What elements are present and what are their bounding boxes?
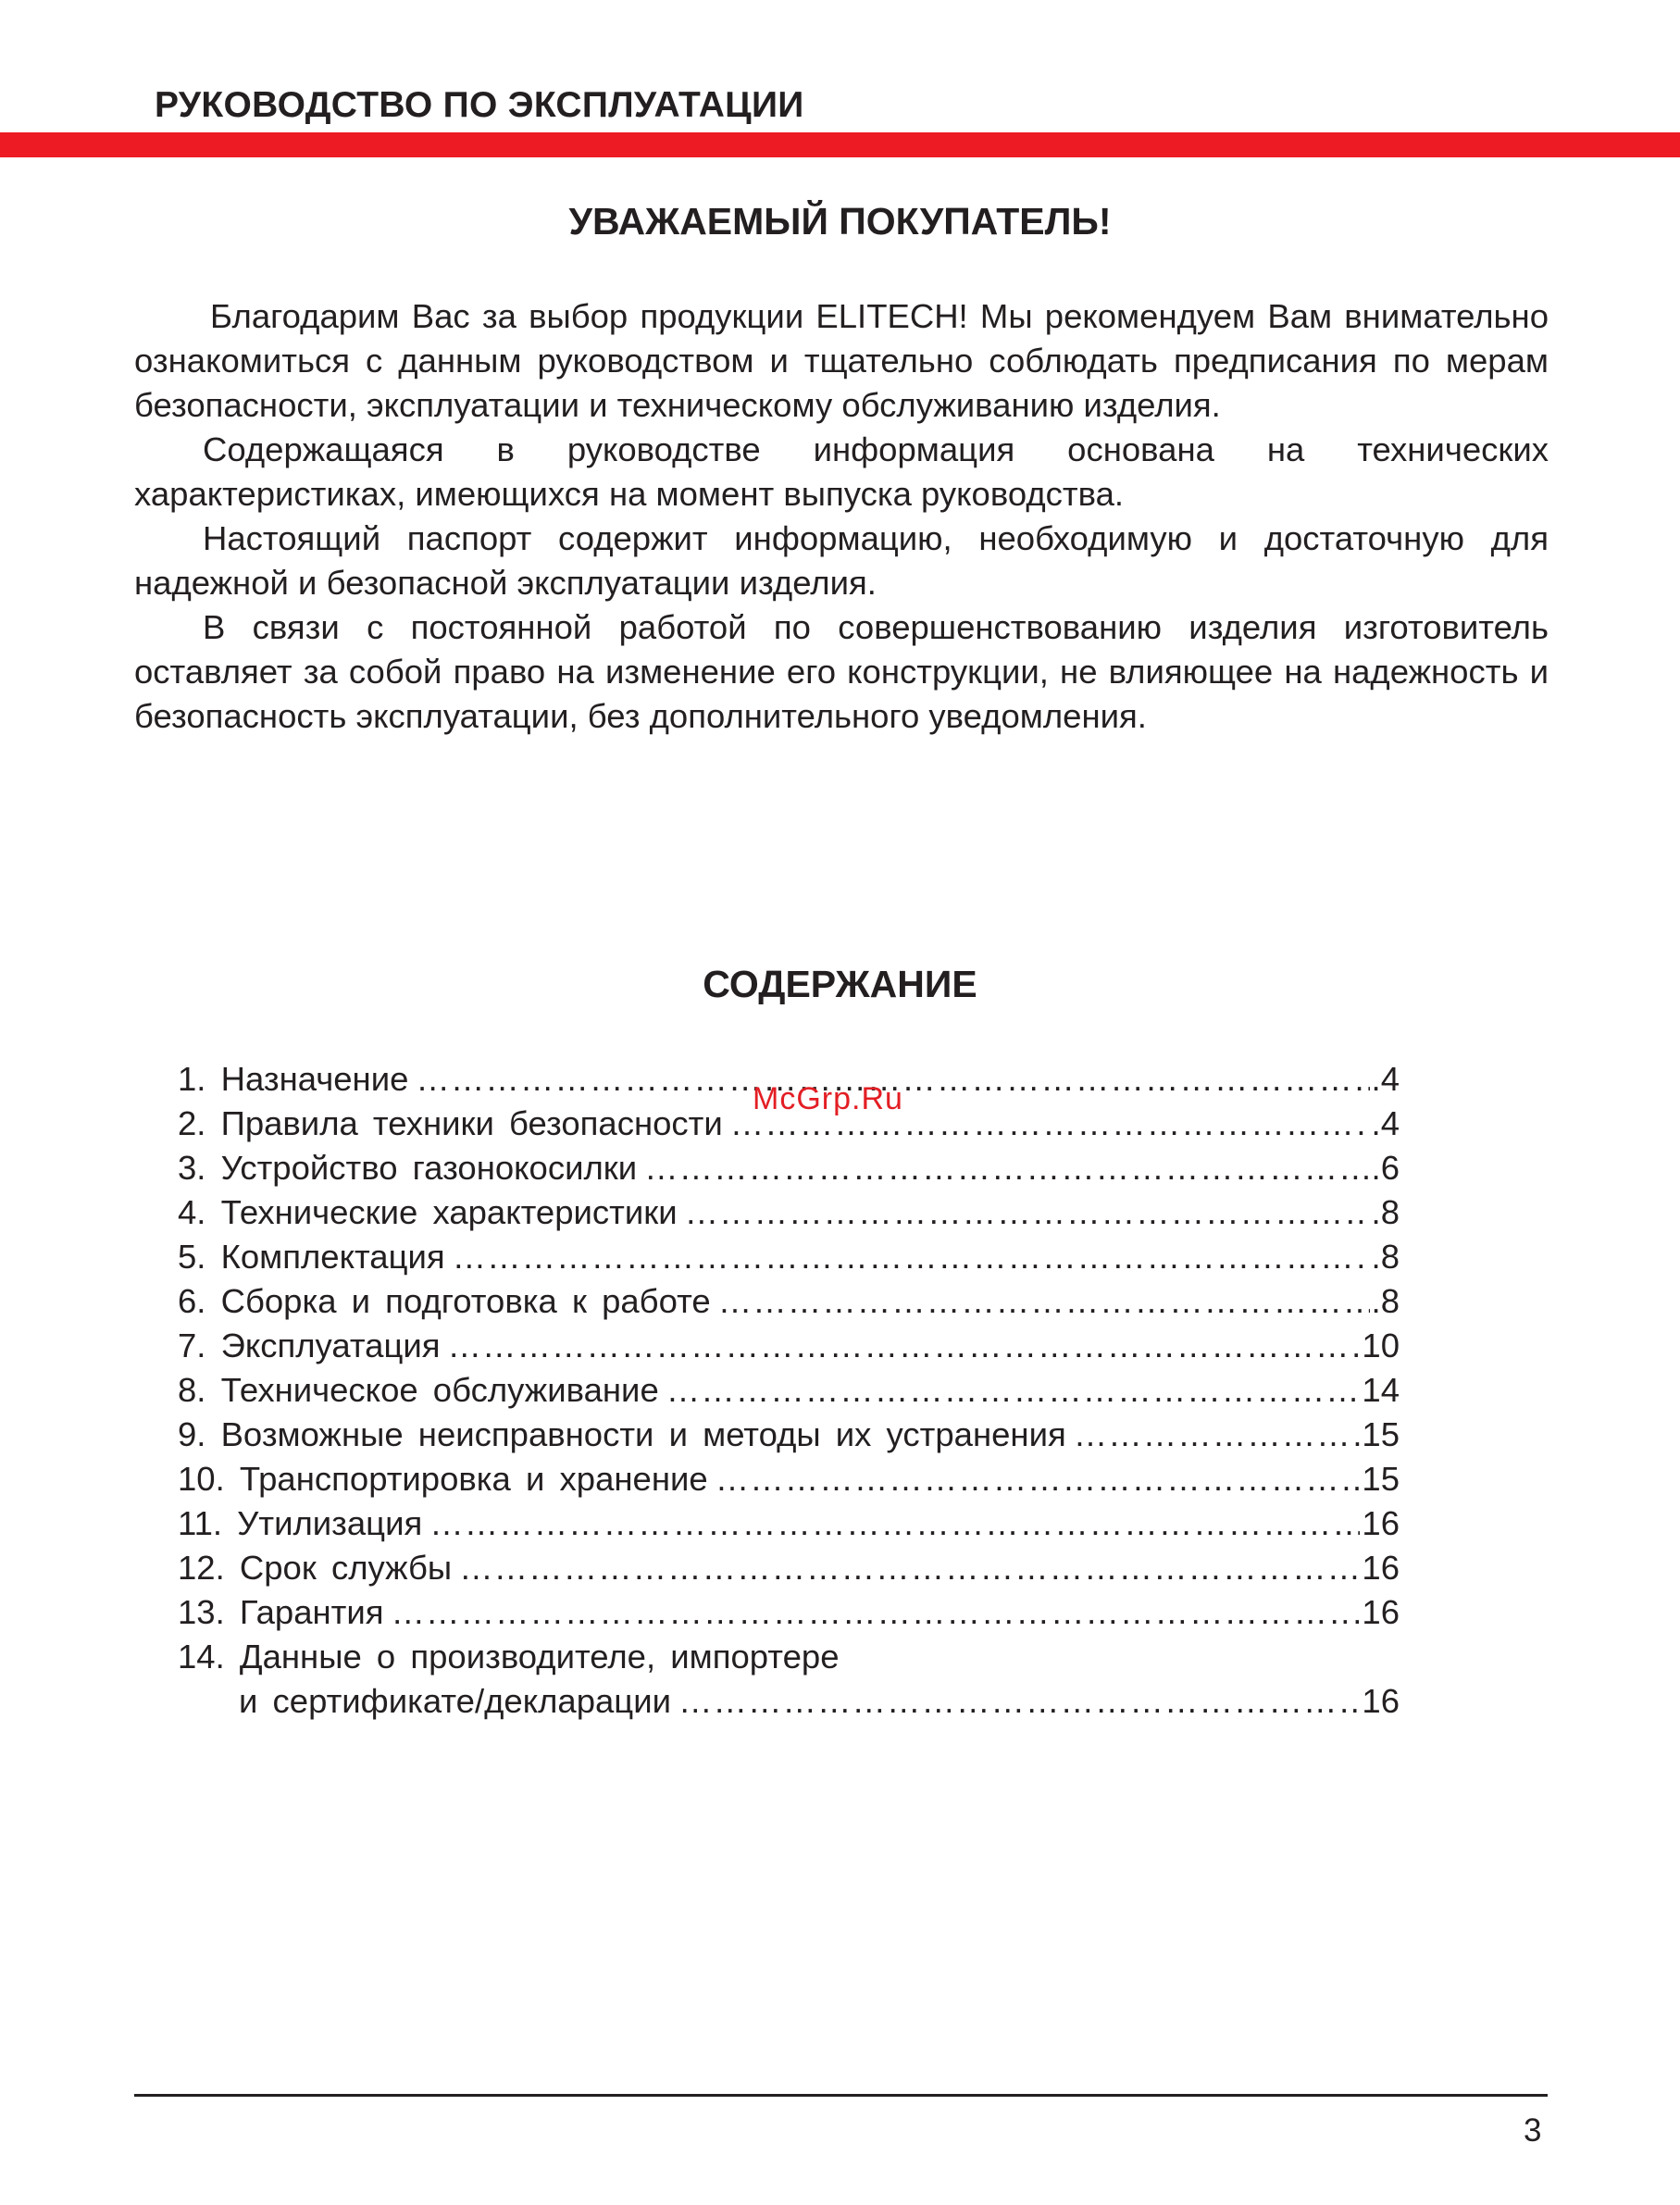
toc-entry-label: 2. Правила техники безопасности	[178, 1104, 723, 1142]
toc-entry-page: 10	[1362, 1327, 1400, 1364]
toc-entry-page: .8	[1371, 1238, 1400, 1276]
toc-entry[interactable]	[178, 1368, 1400, 1413]
toc-entry[interactable]	[178, 1457, 1400, 1501]
table-of-contents	[178, 1057, 1400, 1724]
toc-entry[interactable]	[178, 1413, 1400, 1457]
toc-entry-label: 4. Технические характеристики	[178, 1193, 678, 1231]
toc-leader-dots	[392, 1590, 1351, 1635]
toc-entry-page: .8	[1371, 1282, 1400, 1320]
toc-entry-label: 13. Гарантия	[178, 1593, 384, 1631]
toc-entry-label: 8. Техническое обслуживание	[178, 1371, 659, 1409]
toc-entry[interactable]	[178, 1324, 1400, 1368]
page-number: 3	[1524, 2112, 1542, 2149]
toc-entry-label: 1. Назначение	[178, 1060, 409, 1098]
toc-entry[interactable]	[178, 1279, 1400, 1324]
toc-title: СОДЕРЖАНИЕ	[703, 963, 977, 1005]
toc-entry-page: 16	[1362, 1549, 1400, 1587]
toc-entry[interactable]	[178, 1546, 1400, 1590]
toc-entry-label: 9. Возможные неисправности и методы их устранения	[178, 1415, 1066, 1453]
toc-leader-dots	[678, 1679, 1360, 1724]
greeting-title: УВАЖАЕМЫЙ ПОКУПАТЕЛЬ!	[568, 200, 1112, 243]
toc-leader-dots	[429, 1501, 1360, 1546]
intro-paragraph: В связи с постоянной работой по совершенствованию изделия изготовитель оставляет за собой право на изменение его конструкции, не влияющее на надежность и безопасность эксплуатации, без дополнительного уведомления.	[134, 608, 1549, 735]
toc-entry-page: .4	[1371, 1104, 1400, 1142]
toc-entry-page: 15	[1362, 1460, 1400, 1498]
intro-paragraph: Благодарим Вас за выбор продукции ELITECH! Мы рекомендуем Вам внимательно ознакомиться с данным руководством и тщательно соблюдать предписания по мерам безопасности, эксплуатации и техническому обслуживанию изделия.	[134, 297, 1549, 424]
toc-entry[interactable]	[178, 1501, 1400, 1546]
header-red-bar	[0, 132, 1680, 157]
toc-entry-label: 7. Эксплуатация	[178, 1327, 441, 1364]
toc-entry-page: 15	[1362, 1415, 1400, 1453]
toc-entry-page: .8	[1371, 1193, 1400, 1231]
header-title: РУКОВОДСТВО ПО ЭКСПЛУАТАЦИИ	[155, 85, 804, 125]
toc-entry[interactable]	[178, 1146, 1400, 1190]
intro-paragraph: Настоящий паспорт содержит информацию, необходимую и достаточную для надежной и безопасной эксплуатации изделия.	[134, 519, 1549, 602]
toc-entry[interactable]	[178, 1235, 1400, 1279]
toc-entry-label: 10. Транспортировка и хранение	[178, 1460, 708, 1498]
toc-leader-dots	[716, 1457, 1361, 1501]
footer-divider	[134, 2094, 1548, 2097]
toc-leader-dots	[1074, 1413, 1361, 1457]
toc-entry-page: .4	[1371, 1060, 1400, 1098]
toc-entry[interactable]	[178, 1190, 1400, 1235]
toc-entry-continuation[interactable]	[239, 1679, 1400, 1724]
toc-leader-dots	[718, 1279, 1370, 1324]
toc-entry-page: 14	[1362, 1371, 1400, 1409]
toc-entry-label: 11. Утилизация	[178, 1504, 423, 1542]
intro-text	[134, 294, 1549, 739]
toc-entry-label: 6. Сборка и подготовка к работе	[178, 1282, 711, 1320]
toc-entry[interactable]	[178, 1590, 1400, 1635]
intro-paragraph: Содержащаяся в руководстве информация основана на технических характеристиках, имеющихся на момент выпуска руководства.	[134, 430, 1549, 513]
toc-leader-dots	[685, 1190, 1370, 1235]
toc-entry-page: .6	[1371, 1149, 1400, 1187]
toc-entry-page: .16	[1352, 1593, 1400, 1631]
toc-leader-dots	[459, 1546, 1360, 1590]
toc-entry-label: и сертификате/декларации	[239, 1682, 671, 1720]
toc-leader-dots	[453, 1235, 1370, 1279]
toc-entry-label: 12. Срок службы	[178, 1549, 453, 1587]
toc-entry-page: 16	[1362, 1504, 1400, 1542]
watermark: McGrp.Ru	[753, 1081, 903, 1116]
toc-leader-dots	[448, 1324, 1361, 1368]
toc-leader-dots	[666, 1368, 1361, 1413]
toc-entry[interactable]	[178, 1635, 1400, 1679]
toc-leader-dots	[644, 1146, 1369, 1190]
toc-entry-label: 14. Данные о производителе, импортере	[178, 1638, 840, 1676]
toc-entry-page: 16	[1362, 1682, 1400, 1720]
toc-entry-label: 3. Устройство газонокосилки	[178, 1149, 638, 1187]
toc-entry-label: 5. Комплектация	[178, 1238, 445, 1276]
